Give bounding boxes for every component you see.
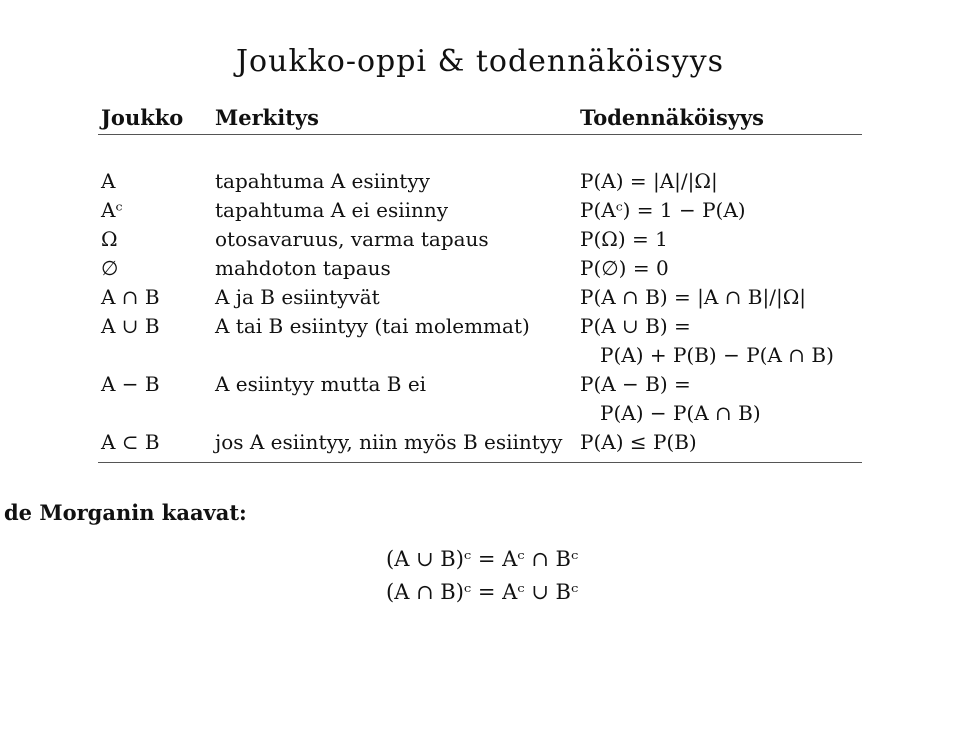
meaning-cell: A esiintyy mutta B ei bbox=[215, 372, 427, 396]
de-morgan-formula: (A ∩ B)ᶜ = Aᶜ ∪ Bᶜ bbox=[386, 580, 579, 604]
set-cell: Ω bbox=[101, 227, 118, 251]
meaning-cell: mahdoton tapaus bbox=[215, 256, 391, 280]
probability-cell: P(Aᶜ) = 1 − P(A) bbox=[580, 198, 746, 222]
set-cell: ∅ bbox=[101, 256, 119, 280]
meaning-cell: tapahtuma A ei esiinny bbox=[215, 198, 449, 222]
probability-cell: P(A ∩ B) = |A ∩ B|/|Ω| bbox=[580, 285, 807, 309]
probability-cell: P(A) ≤ P(B) bbox=[580, 430, 697, 454]
meaning-cell: A ja B esiintyvät bbox=[215, 285, 380, 309]
table-row bbox=[98, 169, 862, 197]
table-row bbox=[98, 256, 862, 284]
table-row bbox=[98, 285, 862, 313]
table-row-continuation bbox=[98, 401, 862, 429]
meaning-cell: A tai B esiintyy (tai molemmat) bbox=[215, 314, 530, 338]
meaning-cell: tapahtuma A esiintyy bbox=[215, 169, 430, 193]
set-cell: A − B bbox=[101, 372, 160, 396]
set-cell: A ∪ B bbox=[101, 314, 160, 338]
set-cell: A ⊂ B bbox=[101, 430, 160, 454]
set-probability-table bbox=[98, 103, 862, 454]
probability-cell: P(A − B) = bbox=[580, 372, 691, 396]
de-morgan-formula: (A ∪ B)ᶜ = Aᶜ ∩ Bᶜ bbox=[386, 547, 579, 571]
table-row bbox=[98, 314, 862, 342]
set-cell: Aᶜ bbox=[101, 198, 123, 222]
table-row bbox=[98, 372, 862, 400]
meaning-cell: jos A esiintyy, niin myös B esiintyy bbox=[215, 430, 563, 454]
de-morgan-heading: de Morganin kaavat: bbox=[4, 500, 247, 525]
probability-cell-continuation: P(A) + P(B) − P(A ∩ B) bbox=[600, 343, 834, 367]
probability-cell-continuation: P(A) − P(A ∩ B) bbox=[600, 401, 761, 425]
table-row bbox=[98, 198, 862, 226]
set-cell: A ∩ B bbox=[101, 285, 160, 309]
table-row bbox=[98, 227, 862, 255]
header-set: Joukko bbox=[101, 105, 184, 130]
probability-cell: P(A ∪ B) = bbox=[580, 314, 691, 338]
probability-cell: P(∅) = 0 bbox=[580, 256, 669, 280]
table-row bbox=[98, 430, 862, 458]
table-bottom-rule bbox=[98, 462, 862, 463]
table-header bbox=[98, 103, 862, 133]
header-divider bbox=[98, 134, 862, 135]
meaning-cell: otosavaruus, varma tapaus bbox=[215, 227, 489, 251]
table-row-continuation bbox=[98, 343, 862, 371]
header-meaning: Merkitys bbox=[215, 105, 319, 130]
probability-cell: P(Ω) = 1 bbox=[580, 227, 668, 251]
header-probability: Todennäköisyys bbox=[580, 105, 764, 130]
page-title: Joukko-oppi & todennäköisyys bbox=[236, 44, 724, 79]
set-cell: A bbox=[101, 169, 116, 193]
probability-cell: P(A) = |A|/|Ω| bbox=[580, 169, 718, 193]
